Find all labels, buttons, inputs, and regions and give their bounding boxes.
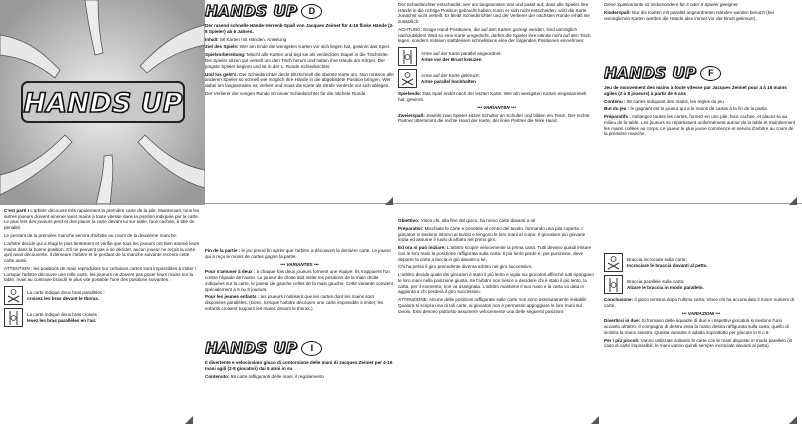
de-duo-note: Diese Spielvariante ist insbesondere für 6 oder 8 Spieler geeignet. [604, 2, 739, 7]
fr-attention-text: ATTENTION : les positions de main reproduites sur certaines cartes sont impossibles à imiter ! Lorsque l'arbitre découvre une telle carte, les joueurs ne doivent pas poser leurs mains sur la table, mais au contraire brandir le plus vite possible l'une des positions suivantes : [4, 265, 197, 283]
page-number: 4 [791, 194, 795, 200]
fr-variants-title: ••• VARIANTES ••• [280, 261, 319, 267]
page-number-badge [184, 412, 194, 422]
de-end: Das Spiel endet nach der letzten Karte. Wer am wenigsten Karten eingesammelt hat, gewinnt. [398, 91, 587, 102]
logo-de-word: HANDS UP [205, 1, 298, 20]
fr-prep: mélangez toutes les cartes, formez-en une pile, face cachée, et placez-la au milieu de la table. Les joueurs se répartissent uniformément autour de la table et maintiennent les mains collées au corps. Le joueur le plus jeune commence et servira d'arbitre au cours de la première manche. [604, 114, 796, 137]
it-subtitle: Il divertente e velocissimo gioco di contorsione delle mani di Jacques Zeimet per 4-16 mani agili (2-8 giocatori) dai 6 anni in su [205, 360, 393, 371]
fr-variant-1-label: Pour s'amuser à deux : [205, 269, 256, 275]
fr-gesture-1 [4, 286, 200, 305]
page-number-badge [384, 193, 394, 203]
de-kids-label: Kinderspaß: [604, 9, 631, 15]
column-italian [398, 218, 595, 427]
de-goal-label: Ziel des Spiels: [205, 44, 239, 50]
it-go: L'arbitro scopre velocemente la prima carta. Tutti devono quindi imitare con le loro mani la posizione raffigurata sulla carta. Il più lento perde e, per punizione, deve deporre la carta a faccia in giù davanti a sé. [398, 245, 592, 262]
de-gesture-2 [398, 69, 595, 88]
page-number: 9 [791, 413, 795, 419]
lang-badge-fr: F [700, 66, 721, 81]
fr-variant-1: à chaque fois deux joueurs forment une équipe. Ils s'appuient l'un contre l'épaule de l'autre. Le joueur de droite doit imiter les positions de la main droite indiquées sur la carte, le joueur de gauche celles de la main gauche. Cette variante convient spécialement à 6 ou 8 joueurs. [205, 269, 393, 292]
de-contents-label: Inhalt: [205, 36, 219, 42]
de-go: Der Schiedsrichter deckt blitzschnell die oberste Karte um. Nun müssen alle anderen Spieler so schnell wie möglich ihre Hände in die abgebildete Position bringen. Wer dabei am langsamsten ist, verliert und muss die Karte als Strafe verdeckt vor sich ablegen. [205, 71, 394, 89]
logo-fr-word: HANDS UP [604, 63, 697, 82]
it-prep-label: Preparativi: [398, 225, 424, 231]
page-number: 7 [593, 413, 597, 419]
it-duo-label: Divertirsi in due: [604, 318, 641, 324]
logo-de [205, 1, 394, 20]
fr-contents-label: Contenu : [604, 98, 626, 104]
de-kids: Nur die Karten mit parallel angeordneten Händen werden benutzt (bei unmöglichen Karten werden die Hände also immer vor der Brust gekreuzt). [604, 9, 774, 21]
it-next: Chi ha perso il giro precedente diventa arbitro nel giro successivo. [398, 264, 533, 270]
it-go-label: Ed ora si può iniziare: [398, 245, 446, 251]
it-goal-label: Obiettivo: [398, 218, 420, 223]
fr-gesture-1-action: croisez les bras devant le thorax. [27, 295, 100, 301]
de-contents: 58 Karten mit Händen, Anleitung [220, 36, 287, 42]
it-attention: ATTENZIONE: Alcune delle posizioni raffigurate sulle carte non sono assolutamente imitabili! Qualora si scopra una di tali carte, ai giocatori non è permesso appoggiare le loro mani sul tavolo. Essi devono piuttosto assumere velocemente una delle seguenti posizioni: [398, 297, 587, 314]
de-variants-title: ••• VARIANTEN ••• [477, 104, 516, 110]
fr-prep-label: Préparatifs : [604, 114, 631, 120]
fr-subtitle: Jeu de mouvement des mains à toute vitesse par Jacques Zeimet pour 4 à 16 mains agiles (2 à 8 joueurs) à partir de 6 ans [604, 85, 787, 96]
it-gesture-2-card: Braccia parallele sulla carta: [627, 278, 685, 284]
de-gesture-1-action: Arme vor der Brust kreuzen [421, 56, 482, 62]
crossed-arms-icon [4, 286, 23, 305]
de-prep: Mischt alle Karten und legt sie als verdeckten Stapel in die Tischmitte. Die Spieler sitzen gut verteilt um den Tisch herum und halten ihre Hände am Körper. Der jüngste Spieler beginnt und ist in der 1. Runde Schiedsrichter. [205, 52, 389, 69]
raised-arms-icon [4, 308, 23, 327]
fr-variant-2: les joueurs n'utilisent que les cartes dont les mains sont disposées parallèles. (Donc, lorsque l'arbitre découvre une carte impossible à imiter, les enfants croisent toujours les mains devant le thorax.) [205, 294, 384, 311]
fr-gesture-2-action: levez les bras parallèles en l'air. [27, 317, 97, 323]
fr-go-heading: C'est parti ! [4, 208, 30, 213]
de-gesture-1-card: Arme auf der Karte parallel angeordnet: [421, 50, 502, 56]
de-gesture-2-card: Arme auf der Karte gekreuzt: [421, 72, 480, 78]
page-number-badge [788, 193, 798, 203]
de-gesture-2-action: Arme parallel hochhalten [421, 78, 476, 84]
fr-goal: le gagnant est le joueur qui a le moins de cartes à la fin de la partie. [630, 106, 769, 112]
column-italian-end [604, 250, 798, 427]
de-next: Der Verlierer der vorigen Runde ist neuer Schiedsrichter für die nächste Runde. [205, 90, 367, 96]
page-number: 2 [187, 413, 191, 419]
de-duo-label: Zweierspaß: [398, 112, 425, 118]
it-gesture-1-card: Braccia incrociate sulla carta: [627, 256, 687, 262]
page-number: 3 [387, 194, 391, 200]
it-ref: L'arbitro decide quale dei giocatori è stato il più lento e vigila sui giocatori affinché tutti ripongano le loro mani nella posizione giusta. Se l'arbitro non riesce a decidere chi è stato il più lento, la carta, per il momento, non va assegnata. L'arbitro mantiene il suo ruolo e la carta va data in aggiunta a chi perderà il giro successivo. [398, 272, 594, 295]
de-ref: Der Schiedsrichter entscheidet, wer am langsamsten war und passt auf, dass alle Spieler ihre Hände in die richtige Position gebracht haben. Kann er sich nicht entscheiden, wird die Karte zunächst nicht verteilt. Er bleibt Schiedsrichter und der Verlierer der nächsten Runde erhält sie zusätzlich. [398, 2, 590, 25]
it-gesture-2-action: Alzare le braccia in modo parallelo. [627, 284, 704, 290]
fr-go-text: L'arbitre découvre très rapidement la première carte de la pile. Maintenant, tous les autres joueurs doivent amener leurs mains à toute vitesse dans la position indiquée par la carte. Le plus lent des joueurs perd et doit placer la carte devant lui sur table, face cachée, à titre de pénalité. [4, 208, 200, 231]
de-prep-label: Spielvorbereitung: [205, 52, 246, 58]
it-duo: Si formano delle squadre di due e i rispettivi giocatori si siedono l'uno accanto all'altro. Il compagno di destra imita la mano destra raffigurata sulla carta, quello di sinistra la mano sinistra. Questa variante è adatta soprattutto per giocare in 6 o 8. [604, 318, 789, 335]
page-number-badge [590, 412, 600, 422]
logo-it-word: HANDS UP [205, 338, 298, 357]
cover-title: HANDS UP [23, 88, 183, 119]
fr-variant-2-label: Pour les jeunes enfants : [205, 294, 260, 300]
crossed-arms-icon [398, 69, 417, 88]
fr-loser-text: Le perdant de la première manche servira d'arbitre au cours de la deuxième manche. [4, 233, 178, 238]
column-italian-header [205, 337, 394, 427]
logo-it [205, 338, 394, 357]
fr-goal-label: But du jeu : [604, 106, 630, 112]
fr-gesture-2 [4, 308, 200, 327]
raised-arms-icon [398, 47, 417, 66]
de-duo: Jeweils zwei Spieler sitzen Schulter an Schulter und bilden ein Team. Der rechte Partner übernimmt die rechte Hand der Karte, der linke Partner die linke Hand. [398, 112, 590, 124]
de-go-label: Und los geht's: [205, 71, 238, 77]
fr-referee-text: L'arbitre décide qui a réagi le plus lentement et vérifie que tous les joueurs ont bien amené leurs mains dans la bonne position. S'il ne peuvent pas à se décider, aucun joueur ne reçoit la carte qu'il avait découverte. Il demeure l'arbitre et le perdant de la manche suivante recevra cette carte aussi. [4, 240, 200, 263]
it-goal: Vince chi, alla fine del gioco, ha meno carte davanti a sé [420, 218, 536, 223]
it-contents: 58 carte raffiguranti delle mani, il regolamento [230, 373, 324, 379]
it-kids: Vanno utilizzate soltanto le carte con le mani disposte in modo parallelo (in caso di carte impossibili, le mani vanno quindi sempre incrociate davanti al petto). [604, 337, 793, 349]
crossed-arms-icon [604, 253, 623, 272]
lang-badge-it: I [301, 341, 322, 356]
it-gesture-2 [604, 275, 798, 294]
fr-end-label: Fin de la partie : [205, 248, 241, 253]
hands-drawing [0, 0, 205, 205]
it-gesture-1-action: Incrociare le braccia davanti al petto. [627, 262, 708, 268]
raised-arms-icon [604, 275, 623, 294]
de-gesture-1 [398, 47, 595, 66]
de-end-label: Spielende: [398, 91, 422, 97]
de-goal: Wer am Ende die wenigsten Karten vor sich liegen hat, gewinnt das Spiel. [239, 44, 391, 50]
lang-badge-de: D [301, 4, 322, 19]
it-prep: Mischiate le carte e ponetele al centro del tavolo, formando una pila coperta. I giocatori si siedono intorno al tavolo e tengono le loro mani al corpo. Il giocatore più giovane inizia ed assume il ruolo di arbitro nel primo giro. [398, 225, 586, 243]
de-attention: ACHTUNG: Einige Hand-Positionen, die auf den Karten gezeigt werden, sind unmöglich nachzubilden! Wird so eine Karte umgedreht, dürfen die Spieler ihre Hände nicht auf den Tisch legen, sondern müssen stattdessen schnellstens eine der folgenden Positionen einnehmen: [398, 27, 591, 44]
it-gesture-1 [604, 253, 798, 272]
it-variants-title: ••• VARIAZIONI ••• [681, 310, 721, 316]
fr-gesture-2-card: La carte indique deux bras croisés : [27, 311, 100, 317]
it-end: Il gioco termina dopo l'ultima carta. Vince chi ha accumulato il minor numero di carte. [604, 297, 794, 308]
fr-contents: 58 cartes indiquant des mains, les règles du jeu [626, 98, 724, 104]
fold-line [0, 203, 802, 204]
logo-fr [604, 63, 798, 82]
page-number-badge [788, 412, 798, 422]
fr-gesture-1-card: La carte indique deux bras parallèles : [27, 289, 105, 295]
column-french-continued [4, 208, 200, 427]
it-contents-label: Contenuto: [205, 373, 230, 379]
de-subtitle: Der rasend schnelle Hände-Verrenk-Spaß von Jacques Zeimet für 4-16 flinke Hände (2-8 Spieler) ab 6 Jahren. [205, 23, 394, 34]
cover-illustration [0, 0, 205, 205]
it-kids-label: Per i più piccoli: [604, 337, 640, 343]
it-end-label: Conclusione: [604, 297, 634, 302]
fr-end: le jeu prend fin après que l'arbitre a découvert la dernière carte. Le joueur qui a reçu le moins de cartes gagne la partie. [205, 248, 392, 259]
